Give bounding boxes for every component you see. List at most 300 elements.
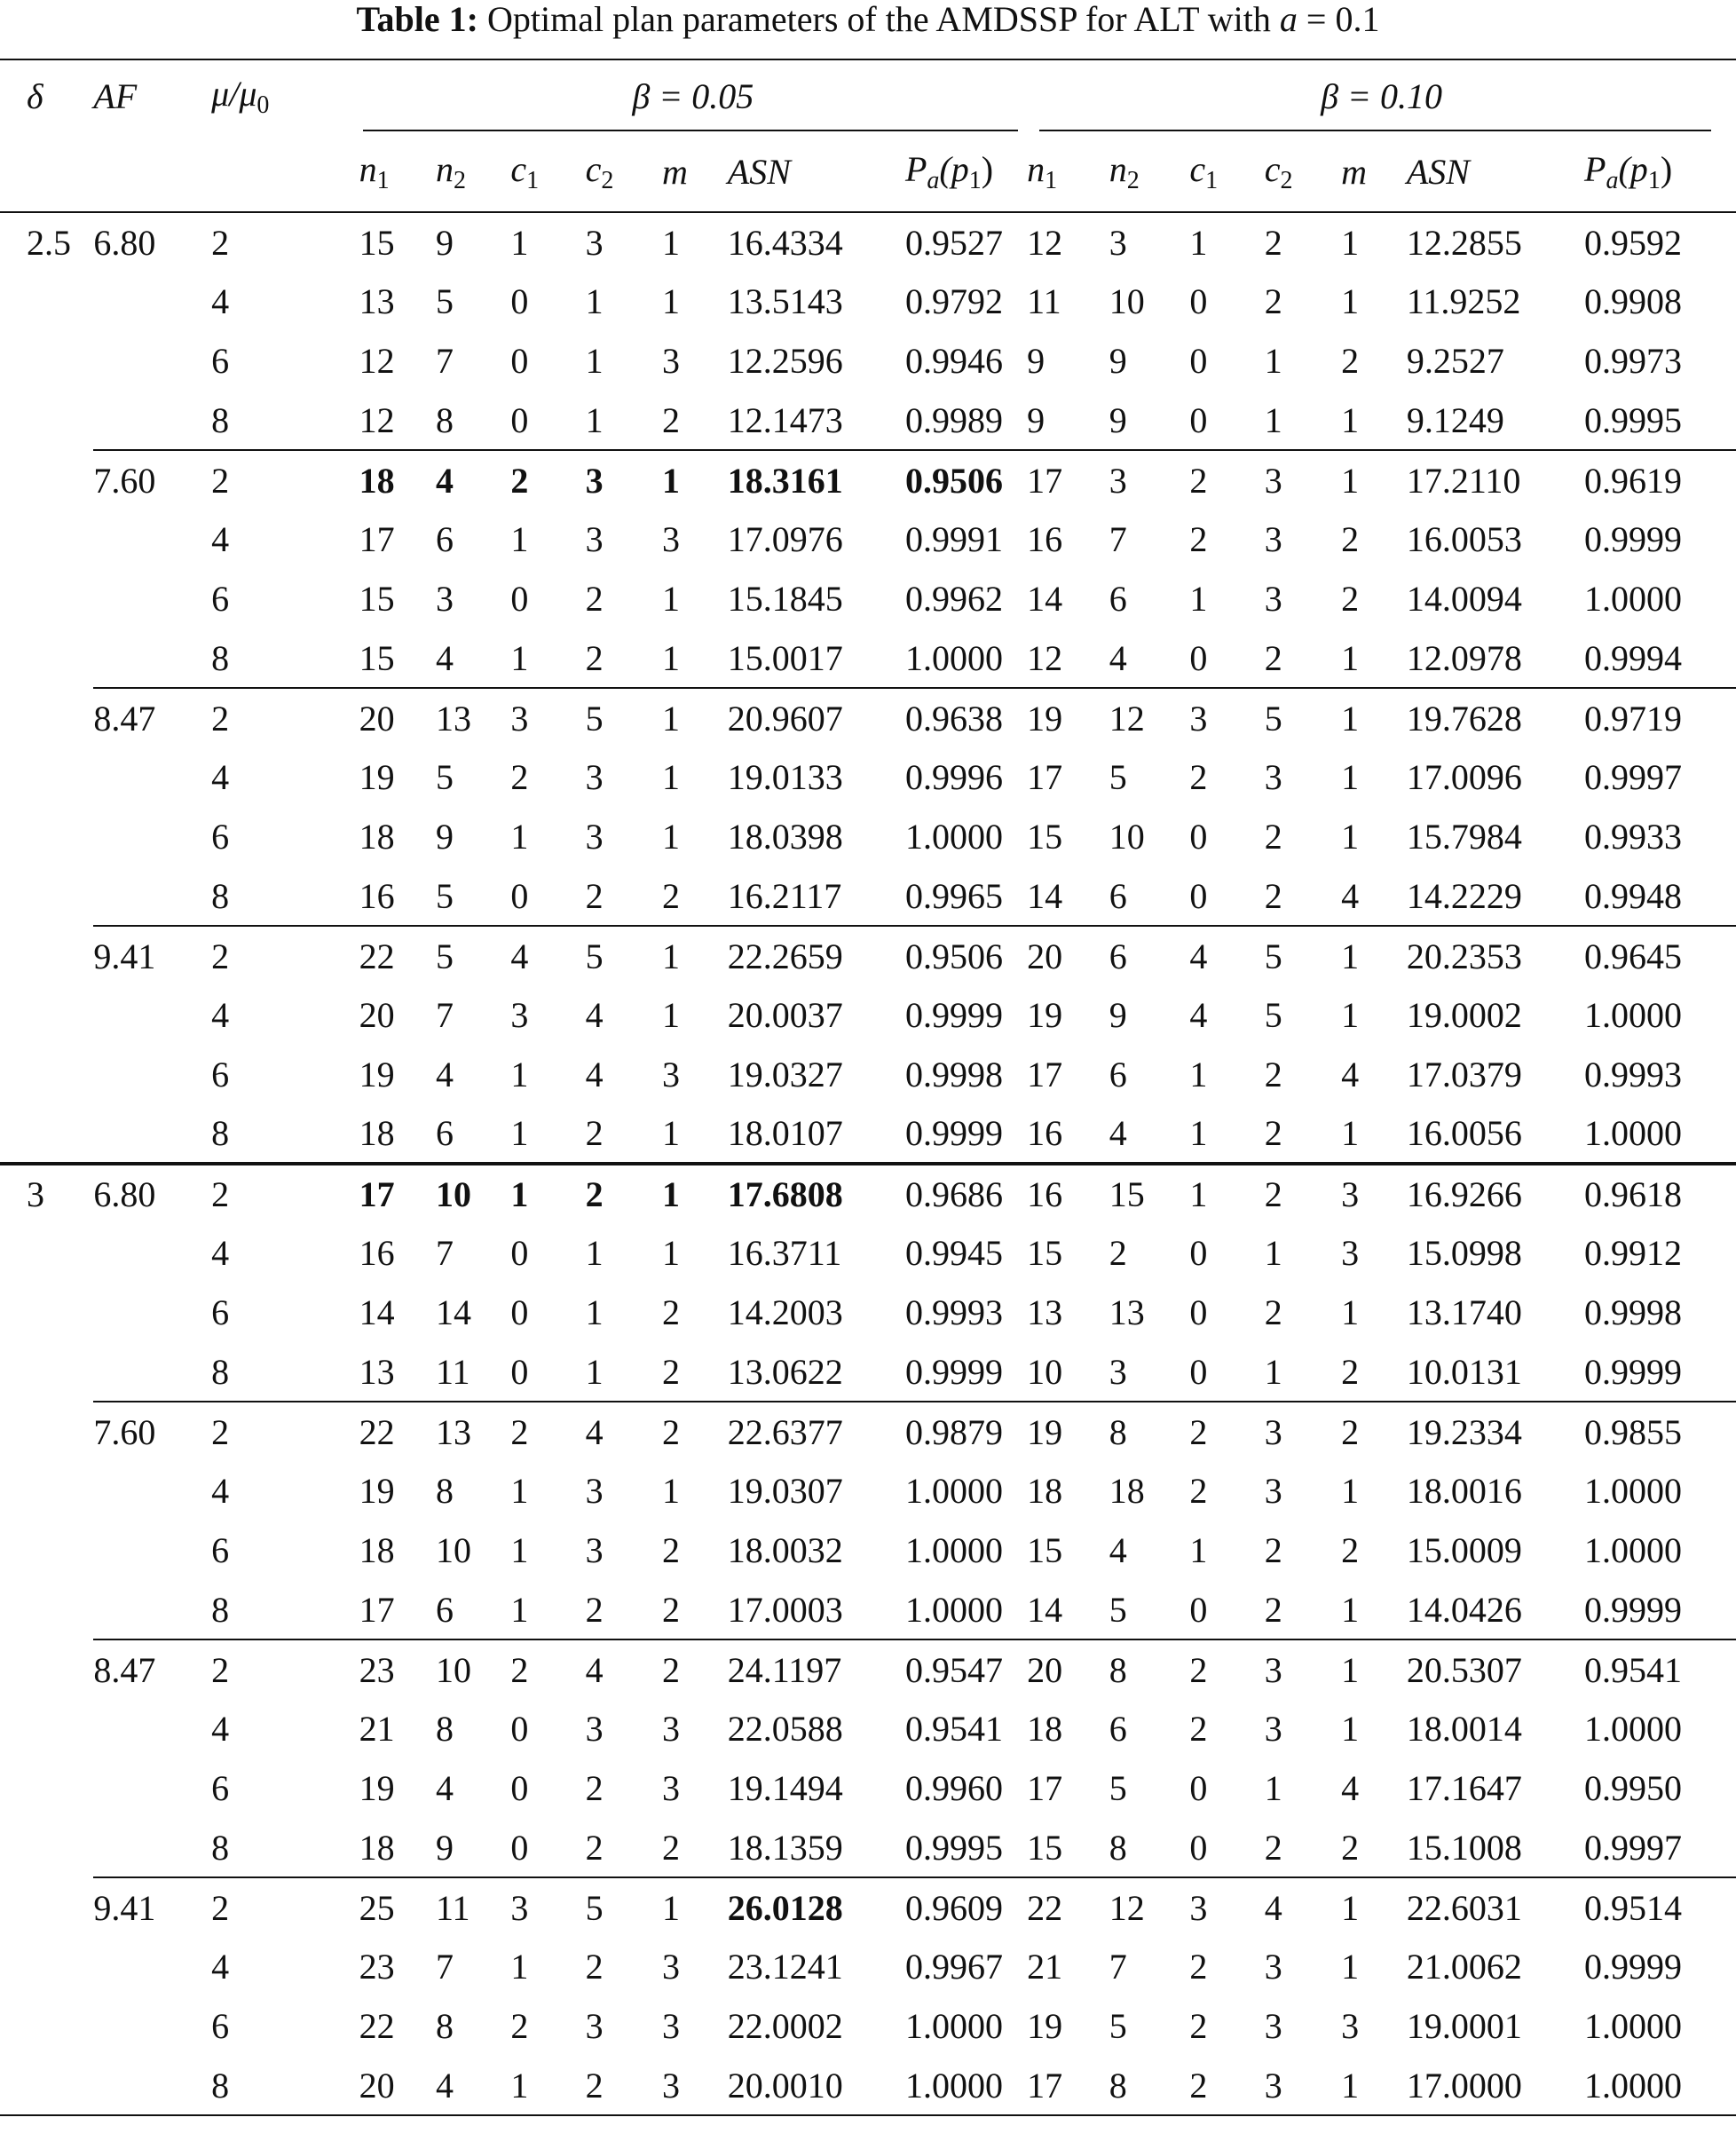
cell-value: 2 xyxy=(1264,1055,1282,1094)
table-row xyxy=(0,1639,1736,1699)
cell-value: 0.9997 xyxy=(1584,1827,1683,1868)
cell-value: 3 xyxy=(662,1055,681,1094)
cell-value: 2 xyxy=(1265,1164,1341,1223)
cell-value: 11 xyxy=(436,1351,470,1392)
cell-value: 6 xyxy=(1109,926,1190,985)
cell-value: 3 xyxy=(1264,757,1282,797)
cell-value: 19 xyxy=(359,1768,395,1808)
cell-value: 0.9908 xyxy=(1584,281,1683,321)
cell-value: 1 xyxy=(510,1530,529,1570)
cell-value: 4 xyxy=(436,450,510,510)
cell-value: 16.4334 xyxy=(727,222,843,263)
cell-value: 3 xyxy=(1264,1471,1282,1511)
table-row xyxy=(0,1699,1736,1758)
col-header: ASN xyxy=(727,151,791,192)
cell-value: 1 xyxy=(1341,1947,1360,1987)
cell-value: 20.0010 xyxy=(728,2056,905,2115)
cell-value: 17.0000 xyxy=(1407,2056,1584,2115)
cell-value: 12 xyxy=(359,341,395,381)
cell-value: 15.7984 xyxy=(1406,817,1522,857)
cell-delta xyxy=(0,985,93,1045)
cell-value: 1 xyxy=(1341,817,1360,857)
cell-value: 19.7628 xyxy=(1407,688,1584,747)
cell-value: 11 xyxy=(436,1877,510,1937)
cell-value: 17 xyxy=(1027,450,1109,510)
cell-value: 24.1197 xyxy=(728,1639,905,1699)
cell-value: 1 xyxy=(510,1113,529,1153)
cell-value: 20.0037 xyxy=(727,995,843,1035)
cell-value: 2 xyxy=(510,757,529,797)
cell-value: 13 xyxy=(1027,1292,1063,1332)
cell-value: 1.0000 xyxy=(1584,1113,1683,1153)
cell-mu: 8 xyxy=(211,1113,230,1153)
table-body xyxy=(0,212,1736,2115)
cell-value: 3 xyxy=(662,1709,681,1749)
cell-value: 3 xyxy=(1109,450,1190,510)
cell-value: 2 xyxy=(1341,1530,1360,1570)
cell-af xyxy=(93,1283,211,1342)
cell-value: 2 xyxy=(662,1402,728,1461)
cell-mu: 6 xyxy=(211,579,230,619)
cell-delta xyxy=(0,1283,93,1342)
cell-mu: 6 xyxy=(211,1292,230,1332)
cell-value: 5 xyxy=(436,281,454,321)
cell-value: 22 xyxy=(359,2006,395,2046)
cell-value: 13.0622 xyxy=(727,1351,843,1392)
cell-value: 14 xyxy=(436,1292,472,1332)
cell-value: 5 xyxy=(436,875,454,916)
cell-value: 3 xyxy=(662,2056,728,2115)
cell-value: 0.9967 xyxy=(904,1947,1003,1987)
cell-value: 16.9266 xyxy=(1407,1164,1584,1223)
col-header: m xyxy=(1341,151,1367,192)
table-row xyxy=(0,1937,1736,1996)
table-row xyxy=(0,747,1736,807)
cell-value: 3 xyxy=(1264,2006,1282,2046)
cell-value: 0.9514 xyxy=(1584,1877,1736,1937)
cell-value: 19 xyxy=(1027,2006,1063,2046)
cell-value: 10 xyxy=(1109,281,1145,321)
table-row xyxy=(0,1164,1736,1223)
table-row xyxy=(0,628,1736,688)
cell-value: 25 xyxy=(359,1877,436,1937)
cell-value: 1 xyxy=(1189,1530,1208,1570)
cell-value: 0.9950 xyxy=(1584,1768,1683,1808)
table-row xyxy=(0,569,1736,628)
cell-value: 3 xyxy=(585,817,604,857)
cell-value: 11 xyxy=(1027,281,1061,321)
cell-mu: 8 xyxy=(211,1589,230,1630)
cell-value: 0.9997 xyxy=(1584,757,1683,797)
cell-delta xyxy=(0,1758,93,1818)
cell-value: 1 xyxy=(510,222,529,263)
cell-value: 4 xyxy=(1265,1877,1341,1937)
cell-value: 3 xyxy=(1109,1351,1127,1392)
cell-value: 1 xyxy=(510,817,529,857)
cell-value: 0.9618 xyxy=(1584,1164,1736,1223)
cell-value: 5 xyxy=(1264,995,1282,1035)
cell-value: 10 xyxy=(1109,817,1145,857)
col-header: $n_2$ xyxy=(1109,148,1140,194)
cell-value: 3 xyxy=(1265,1639,1341,1699)
cell-value: 15 xyxy=(1027,1233,1063,1273)
cell-value: 19 xyxy=(359,1471,395,1511)
cell-value: 0 xyxy=(510,399,529,440)
cell-value: 14 xyxy=(1027,1589,1063,1630)
cell-value: 5 xyxy=(1265,688,1341,747)
cell-value: 0 xyxy=(1189,399,1208,440)
cell-value: 0 xyxy=(1189,1351,1208,1392)
cell-value: 9.1249 xyxy=(1406,399,1504,440)
cell-value: 2 xyxy=(1264,222,1282,263)
table-row xyxy=(0,926,1736,985)
cell-value: 1 xyxy=(662,281,681,321)
cell-value: 3 xyxy=(1264,1709,1282,1749)
cell-value: 0 xyxy=(1189,817,1208,857)
cell-value: 19 xyxy=(359,757,395,797)
cell-value: 21.0062 xyxy=(1406,1947,1522,1987)
cell-value: 2 xyxy=(662,399,681,440)
cell-value: 9 xyxy=(1027,399,1046,440)
cell-value: 18 xyxy=(359,450,436,510)
cell-value: 19.2334 xyxy=(1407,1402,1584,1461)
cell-value: 15 xyxy=(359,222,395,263)
cell-value: 7 xyxy=(1109,519,1127,559)
cell-value: 0 xyxy=(510,1292,529,1332)
cell-value: 4 xyxy=(585,995,604,1035)
cell-value: 17 xyxy=(359,519,395,559)
cell-value: 1 xyxy=(662,757,681,797)
cell-value: 5 xyxy=(1109,1589,1127,1630)
cell-value: 9 xyxy=(1109,399,1127,440)
cell-value: 19.0307 xyxy=(727,1471,843,1511)
cell-value: 18 xyxy=(1027,1471,1063,1511)
table-row xyxy=(0,331,1736,391)
cell-value: 0 xyxy=(510,341,529,381)
col-header: ASN xyxy=(1406,151,1470,192)
cell-value: 1.0000 xyxy=(1584,2056,1736,2115)
cell-delta xyxy=(0,1639,93,1699)
cell-value: 0.9541 xyxy=(1584,1639,1736,1699)
cell-value: 5 xyxy=(1109,1768,1127,1808)
cell-mu: 2 xyxy=(211,688,359,747)
cell-af xyxy=(93,628,211,688)
cell-value: 0.9998 xyxy=(904,1055,1003,1094)
cell-value: 0.9506 xyxy=(905,926,1027,985)
cell-value: 23.1241 xyxy=(727,1947,843,1987)
cell-value: 2 xyxy=(1109,1233,1127,1273)
cell-af xyxy=(93,1521,211,1580)
cell-value: 7 xyxy=(436,1233,454,1273)
cell-value: 0 xyxy=(510,579,529,619)
cell-value: 15 xyxy=(1027,817,1063,857)
cell-value: 14.2229 xyxy=(1406,875,1522,916)
cell-value: 1 xyxy=(1341,1113,1360,1153)
cell-value: 0 xyxy=(1189,1827,1208,1868)
cell-value: 0.9999 xyxy=(904,1351,1003,1392)
cell-value: 2 xyxy=(585,1768,604,1808)
cell-value: 1 xyxy=(1189,1055,1208,1094)
cell-value: 19.1494 xyxy=(727,1768,843,1808)
cell-af xyxy=(93,1045,211,1104)
cell-value: 0.9619 xyxy=(1584,450,1736,510)
cell-value: 17.0096 xyxy=(1406,757,1522,797)
cell-delta xyxy=(0,331,93,391)
cell-value: 10.0131 xyxy=(1406,1351,1522,1392)
cell-value: 1 xyxy=(662,637,681,678)
cell-value: 0 xyxy=(1189,1768,1208,1808)
cell-value: 6 xyxy=(1109,875,1127,916)
cell-af: 8.47 xyxy=(93,688,211,747)
cell-delta xyxy=(0,2056,93,2115)
cell-value: 13 xyxy=(436,688,510,747)
cell-af xyxy=(93,1818,211,1877)
cell-value: 1 xyxy=(662,1233,681,1273)
cell-mu: 4 xyxy=(211,1233,230,1273)
cell-value: 1 xyxy=(510,637,529,678)
cell-af xyxy=(93,1580,211,1639)
cell-value: 3 xyxy=(1265,450,1341,510)
cell-value: 17 xyxy=(1027,757,1063,797)
cell-value: 2 xyxy=(510,1402,585,1461)
cell-value: 1 xyxy=(662,450,728,510)
cell-value: 3 xyxy=(510,1877,585,1937)
cell-value: 3 xyxy=(585,2006,604,2046)
cell-delta xyxy=(0,1104,93,1164)
cell-value: 1 xyxy=(585,341,604,381)
cell-mu: 6 xyxy=(211,1530,230,1570)
cell-value: 3 xyxy=(1189,1877,1264,1937)
cell-value: 22.6031 xyxy=(1407,1877,1584,1937)
cell-delta xyxy=(0,1937,93,1996)
cell-value: 6 xyxy=(1109,579,1127,619)
cell-value: 11.9252 xyxy=(1406,281,1521,321)
cell-value: 18.0016 xyxy=(1406,1471,1522,1511)
cell-value: 2 xyxy=(662,1292,681,1332)
cell-af: 9.41 xyxy=(93,926,211,985)
cell-af: 6.80 xyxy=(93,222,156,263)
cell-value: 2 xyxy=(1341,579,1360,619)
cell-value: 3 xyxy=(1265,2056,1341,2115)
cell-value: 1.0000 xyxy=(904,1471,1003,1511)
cell-value: 1 xyxy=(1341,450,1407,510)
cell-value: 20.5307 xyxy=(1407,1639,1584,1699)
cell-value: 5 xyxy=(586,1877,662,1937)
cell-value: 17.0003 xyxy=(727,1589,843,1630)
cell-delta xyxy=(0,1342,93,1402)
cell-value: 0 xyxy=(1189,1233,1208,1273)
cell-value: 8 xyxy=(1109,1402,1190,1461)
cell-value: 3 xyxy=(1264,1947,1282,1987)
cell-delta xyxy=(0,569,93,628)
cell-delta: 3 xyxy=(0,1164,93,1223)
cell-delta xyxy=(0,688,93,747)
cell-value: 12 xyxy=(1109,688,1190,747)
cell-value: 18 xyxy=(1027,1709,1063,1749)
cell-value: 0.9995 xyxy=(1584,399,1683,440)
cell-value: 0.9719 xyxy=(1584,688,1736,747)
cell-value: 3 xyxy=(662,2006,681,2046)
cell-delta xyxy=(0,1045,93,1104)
cell-value: 18 xyxy=(359,1113,395,1153)
cell-value: 18.0014 xyxy=(1406,1709,1522,1749)
cell-value: 8 xyxy=(1109,2056,1190,2115)
cell-value: 4 xyxy=(1341,875,1360,916)
cell-af xyxy=(93,510,211,569)
cell-value: 3 xyxy=(585,222,604,263)
cell-value: 17.6808 xyxy=(728,1164,905,1223)
cell-value: 0.9999 xyxy=(904,1113,1003,1153)
cell-value: 2 xyxy=(1341,1827,1360,1868)
cell-mu: 4 xyxy=(211,1947,230,1987)
cell-value: 1 xyxy=(1341,757,1360,797)
cell-value: 17.1647 xyxy=(1406,1768,1522,1808)
cell-value: 1 xyxy=(510,1589,529,1630)
cell-value: 19 xyxy=(1027,995,1063,1035)
col-header: $c_2$ xyxy=(1264,148,1293,194)
cell-delta xyxy=(0,1521,93,1580)
cell-value: 0.9989 xyxy=(904,399,1003,440)
cell-value: 3 xyxy=(585,1471,604,1511)
cell-value: 0.9879 xyxy=(905,1402,1027,1461)
cell-value: 1.0000 xyxy=(1584,2006,1683,2046)
cell-delta xyxy=(0,747,93,807)
cell-value: 2 xyxy=(662,1530,681,1570)
cell-value: 0 xyxy=(510,1827,529,1868)
cell-value: 8 xyxy=(1109,1639,1190,1699)
cell-value: 19.0002 xyxy=(1406,995,1522,1035)
cell-value: 0.9912 xyxy=(1584,1233,1683,1273)
cell-value: 2 xyxy=(1341,1402,1407,1461)
table-row xyxy=(0,1342,1736,1402)
cell-value: 6 xyxy=(436,519,454,559)
cell-value: 7 xyxy=(1109,1947,1127,1987)
cell-value: 14 xyxy=(1027,579,1063,619)
cell-value: 2 xyxy=(1189,450,1264,510)
cell-af xyxy=(93,807,211,866)
plan-parameters-table xyxy=(0,59,1736,2116)
cell-value: 13.1740 xyxy=(1406,1292,1522,1332)
cell-value: 4 xyxy=(1109,1113,1127,1153)
cell-af xyxy=(93,569,211,628)
cell-value: 1 xyxy=(585,281,604,321)
cell-value: 9 xyxy=(1109,995,1127,1035)
cell-value: 8 xyxy=(436,2006,454,2046)
cell-value: 0.9993 xyxy=(1584,1055,1683,1094)
cell-value: 0 xyxy=(510,1768,529,1808)
cell-mu: 8 xyxy=(211,637,230,678)
cell-value: 19.0327 xyxy=(727,1055,843,1094)
cell-value: 2 xyxy=(1189,2056,1264,2115)
cell-value: 3 xyxy=(510,995,529,1035)
cell-value: 2 xyxy=(1264,817,1282,857)
cell-af xyxy=(93,1699,211,1758)
cell-value: 1.0000 xyxy=(1584,1709,1683,1749)
cell-value: 19.0133 xyxy=(727,757,843,797)
cell-value: 0 xyxy=(1189,875,1208,916)
cell-value: 1 xyxy=(662,926,728,985)
cell-value: 2 xyxy=(585,1947,604,1987)
cell-value: 0.9962 xyxy=(904,579,1003,619)
cell-value: 1 xyxy=(1264,341,1282,381)
cell-value: 16 xyxy=(1027,1164,1109,1223)
cell-value: 2 xyxy=(662,1351,681,1392)
cell-value: 17.0379 xyxy=(1406,1055,1522,1094)
cell-value: 22 xyxy=(359,926,436,985)
cell-value: 18.1359 xyxy=(727,1827,843,1868)
cell-value: 17.0976 xyxy=(727,519,843,559)
cell-value: 2 xyxy=(1264,1292,1282,1332)
cell-value: 9 xyxy=(1109,341,1127,381)
cell-value: 1 xyxy=(662,688,728,747)
table-row xyxy=(0,1521,1736,1580)
cell-value: 0.9592 xyxy=(1584,222,1683,263)
cell-value: 13 xyxy=(436,1402,510,1461)
cell-af xyxy=(93,1996,211,2056)
cell-value: 2 xyxy=(585,1113,604,1153)
cell-value: 1 xyxy=(662,1164,728,1223)
cell-value: 2 xyxy=(1189,1639,1264,1699)
cell-value: 2 xyxy=(585,875,604,916)
cell-delta xyxy=(0,628,93,688)
cell-value: 1.0000 xyxy=(905,2056,1027,2115)
cell-mu: 6 xyxy=(211,2006,230,2046)
cell-value: 2 xyxy=(1264,875,1282,916)
cell-value: 0.9541 xyxy=(904,1709,1003,1749)
cell-value: 12 xyxy=(1027,222,1063,263)
cell-value: 0 xyxy=(510,1233,529,1273)
caption-text-a: Optimal plan parameters of the AMDSSP for ALT with xyxy=(487,0,1271,39)
col-header: m xyxy=(662,151,688,192)
cell-value: 17 xyxy=(1027,1055,1063,1094)
cell-value: 20.2353 xyxy=(1407,926,1584,985)
cell-value: 4 xyxy=(1189,995,1208,1035)
cell-value: 1 xyxy=(1341,688,1407,747)
cell-value: 1 xyxy=(1189,1164,1264,1223)
cell-value: 1 xyxy=(1341,637,1360,678)
cell-value: 5 xyxy=(1265,926,1341,985)
cell-value: 23 xyxy=(359,1639,436,1699)
cell-value: 10 xyxy=(436,1530,472,1570)
cell-value: 22 xyxy=(1027,1877,1109,1937)
cell-value: 3 xyxy=(585,1530,604,1570)
cell-value: 1 xyxy=(585,1292,604,1332)
cell-value: 3 xyxy=(662,341,681,381)
cell-value: 18 xyxy=(359,1530,395,1570)
table-row xyxy=(0,688,1736,747)
cell-af: 6.80 xyxy=(93,1164,211,1223)
cell-value: 2 xyxy=(1189,1402,1264,1461)
cell-value: 5 xyxy=(1109,757,1127,797)
cell-value: 1 xyxy=(585,1233,604,1273)
cell-value: 6 xyxy=(436,1589,454,1630)
cell-value: 3 xyxy=(1341,1164,1407,1223)
cell-value: 10 xyxy=(1027,1351,1063,1392)
cell-value: 1 xyxy=(1341,1709,1360,1749)
cell-value: 15.0017 xyxy=(727,637,843,678)
caption-var: a xyxy=(1279,0,1298,39)
cell-value: 3 xyxy=(662,1768,681,1808)
col-header: $n_1$ xyxy=(359,148,390,194)
cell-value: 1 xyxy=(662,1877,728,1937)
cell-value: 20 xyxy=(1027,1639,1109,1699)
table-row xyxy=(0,1461,1736,1521)
cell-delta xyxy=(0,1699,93,1758)
cell-delta xyxy=(0,807,93,866)
cell-value: 3 xyxy=(1264,519,1282,559)
cell-value: 0.9996 xyxy=(904,757,1003,797)
cell-delta xyxy=(0,1402,93,1461)
